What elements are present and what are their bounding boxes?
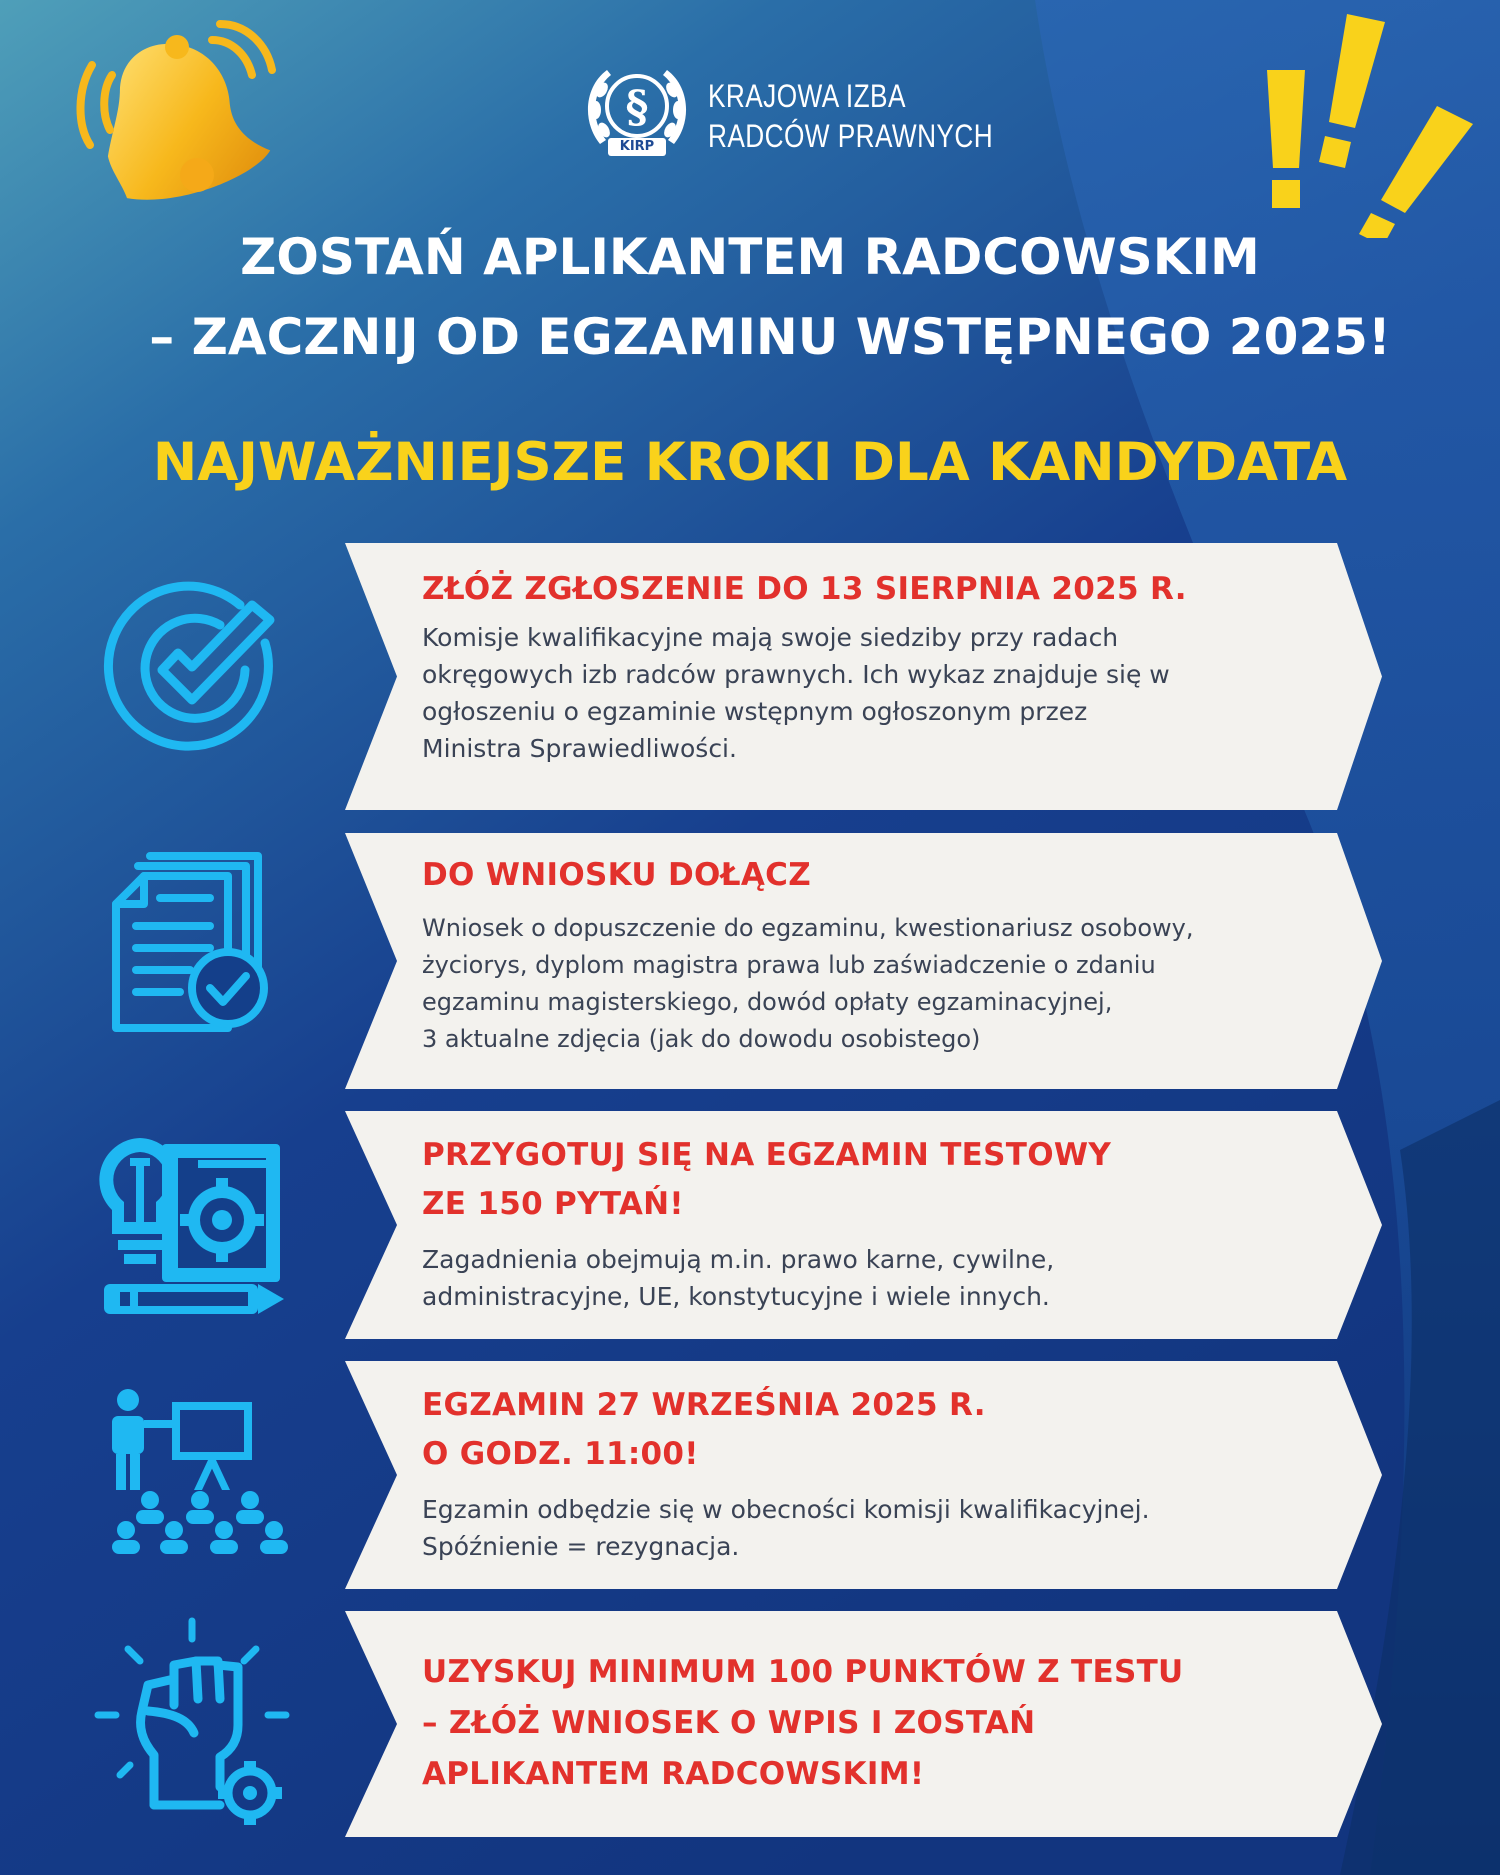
step-card-4 bbox=[345, 1361, 1382, 1589]
bell-icon bbox=[72, 20, 292, 230]
presentation-audience-icon bbox=[110, 1388, 300, 1558]
svg-text:§: § bbox=[625, 82, 649, 133]
logo-text bbox=[708, 76, 993, 156]
step-text-line: 3 aktualne zdjęcia (jak do dowodu osobistego) bbox=[422, 1025, 981, 1053]
step-title-line: PRZYGOTUJ SIĘ NA EGZAMIN TESTOWY bbox=[422, 1137, 1112, 1173]
step-text-line: życiorys, dyplom magistra prawa lub zaświadczenie o zdaniu bbox=[422, 951, 1156, 979]
document-check-icon bbox=[110, 852, 280, 1037]
step-text-line: egzaminu magisterskiego, dowód opłaty egzaminacyjnej, bbox=[422, 988, 1113, 1016]
step-title-line: EGZAMIN 27 WRZEŚNIA 2025 R. bbox=[422, 1387, 986, 1423]
logo-line-2: RADCÓW PRAWNYCH bbox=[708, 118, 994, 154]
study-planning-icon bbox=[98, 1138, 288, 1323]
step-title-line: – ZŁÓŻ WNIOSEK O WPIS I ZOSTAŃ bbox=[422, 1705, 1036, 1741]
logo-badge-text: KIRP bbox=[619, 139, 655, 154]
step-text-line: Spóźnienie = rezygnacja. bbox=[422, 1532, 740, 1561]
step-card-2 bbox=[345, 833, 1382, 1089]
step-card-5 bbox=[345, 1611, 1382, 1837]
step-card-1 bbox=[345, 543, 1382, 810]
step-text-line: Egzamin odbędzie się w obecności komisji kwalifikacyjnej. bbox=[422, 1495, 1150, 1524]
step-title-line: ZŁÓŻ ZGŁOSZENIE DO 13 SIERPNIA 2025 R. bbox=[422, 571, 1187, 607]
logo-line-1: KRAJOWA IZBA bbox=[708, 78, 906, 114]
step-title-line: DO WNIOSKU DOŁĄCZ bbox=[422, 857, 811, 893]
step-text-line: okręgowych izb radców prawnych. Ich wykaz znajduje się w bbox=[422, 660, 1170, 689]
step-title-line: ZE 150 PYTAŃ! bbox=[422, 1186, 684, 1222]
step-text-line: Zagadnienia obejmują m.in. prawo karne, cywilne, bbox=[422, 1245, 1055, 1274]
step-text-line: Komisje kwalifikacyjne mają swoje siedziby przy radach bbox=[422, 623, 1119, 652]
page-title-line-1: ZOSTAŃ APLIKANTEM RADCOWSKIM bbox=[240, 228, 1260, 286]
step-text-line: ogłoszeniu o egzaminie wstępnym ogłoszonym przez bbox=[422, 697, 1088, 726]
step-text-line: Ministra Sprawiedliwości. bbox=[422, 734, 737, 763]
step-text-line: administracyjne, UE, konstytucyjne i wiele innych. bbox=[422, 1282, 1050, 1311]
step-title-line: UZYSKUJ MINIMUM 100 PUNKTÓW Z TESTU bbox=[422, 1654, 1184, 1690]
raised-fist-gear-icon bbox=[92, 1615, 297, 1835]
step-text-line: Wniosek o dopuszczenie do egzaminu, kwestionariusz osobowy, bbox=[422, 914, 1194, 942]
page-title-line-2: – ZACZNIJ OD EGZAMINU WSTĘPNEGO 2025! bbox=[149, 308, 1391, 366]
step-title-line: APLIKANTEM RADCOWSKIM! bbox=[422, 1756, 925, 1792]
section-subtitle: NAJWAŻNIEJSZE KROKI DLA KANDYDATA bbox=[152, 432, 1348, 493]
logo-badge bbox=[608, 138, 666, 156]
step-title-line: O GODZ. 11:00! bbox=[422, 1436, 699, 1472]
step-card-3 bbox=[345, 1111, 1382, 1339]
check-circle-icon bbox=[100, 575, 290, 765]
exclamation-marks-icon bbox=[1255, 8, 1485, 238]
